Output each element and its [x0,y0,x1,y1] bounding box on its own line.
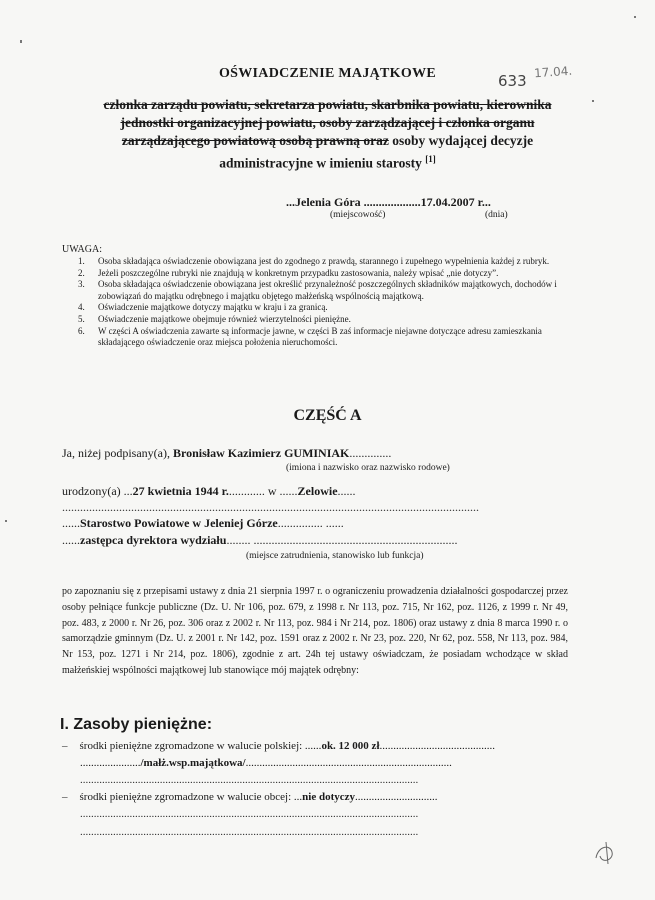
pln-funds-ownership: /małż.wsp.majątkowa/ [140,757,246,769]
subtitle-line-2: jednostki organizacyjnej powiatu, osoby zarządzającej i członka organu [120,115,535,130]
subtitle-line-4-text: administracyjne w imieniu starosty [219,155,422,171]
dotted-line: ........................................................................................................................... [80,808,419,820]
employer-label: (miejsce zatrudnienia, stanowisko lub funkcja) [246,551,424,561]
birth-date: 27 kwietnia 1944 r. [132,484,229,498]
notes-heading: UWAGA: [62,244,102,255]
date-label: (dnia) [485,210,508,220]
scan-speck [5,520,7,522]
birth-line: urodzony(a) ...27 kwietnia 1944 r............. w ......Zelowie...... [62,484,356,498]
handwritten-date-stamp: 17.04. [533,63,573,81]
position-line: ......zastępca dyrektora wydziału........ .................................................................... [62,533,458,547]
foreign-funds-line: – środki pieniężne zgromadzone w walucie obcej: ...nie dotyczy.............................. [62,791,438,803]
section-1-heading: I. Zasoby pieniężne: [60,716,213,733]
legal-paragraph: po zapoznaniu się z przepisami ustawy z dnia 21 sierpnia 1997 r. o ograniczeniu prowadzenia działalności gospodarczej przez osoby pełniące funkcje publiczne (Dz. U. Nr 106, poz. 679, z 1998 r. Nr 113, poz. 715, Nr 162, poz. 1126, z 1999 r. Nr 49, poz. 483, z 2000 r. Nr 26, poz. 306 oraz z 2002 r. Nr 113, poz. 984 i Nr 214, poz. 1806) oraz ustawy z dnia 8 marca 1990 r. o samorządzie gminnym (Dz. U. z 2001 r. Nr 142, poz. 1591 oraz z 2002 r. Nr 23, poz. 220, Nr 62, poz. 558, Nr 113, poz. 984, Nr 153, poz. 1271 i Nr 214, poz. 1806), zgodnie z art. 24h tej ustawy oświadczam, że posiadam wchodzące w skład małżeńskiej wspólności majątkowej lub stanowiące mój majątek odrębny: [62,586,568,676]
part-a-heading: CZĘŚĆ A [293,407,362,424]
subtitle-line-4 [0,150,655,173]
declarant-name-line: Ja, niżej podpisany(a), Bronisław Kazimierz GUMINIAK.............. [62,446,392,460]
note-item: 1. Osoba składająca oświadczenie obowiązana jest do zgodnego z prawdą, starannego i zupełnego wypełnienia każdej z rubryk. [78,256,550,266]
handwritten-registry-number: 633 [498,72,527,90]
scan-speck [634,16,636,18]
dotted-line: ........................................................................................................................... [80,774,419,786]
declarant-name: Bronisław Kazimierz GUMINIAK [172,446,350,460]
note-item: 3. Osoba składająca oświadczenie obowiązana jest określić przynależność poszczególnych składników majątkowych, dochodów i zobowiązań do majątku odrębnego i majątku objętego małżeńską wspólnością majątkową. [78,279,557,301]
birth-place: Zelowie [297,484,338,498]
note-item: 2. Jeżeli poszczególne rubryki nie znajdują w konkretnym przypadku zastosowania, należy wpisać „nie dotyczy”. [78,267,499,278]
subtitle-line-3-struck: zarządzającego powiatową osobą prawną oraz [121,133,389,148]
document-title: OŚWIADCZENIE MAJĄTKOWE [218,66,437,81]
place-label: (miejscowość) [330,210,386,220]
note-item: 4. Oświadczenie majątkowe dotyczy majątku w kraju i za granicą. [78,302,328,313]
notes-list [78,256,568,349]
employer-name: Starostwo Powiatowe w Jeleniej Górze [80,516,278,530]
dotted-line: ........................................................................................................................................... [62,500,479,514]
dotted-line: ........................................................................................................................... [80,826,419,838]
subtitle-line-3-rest: osoby wydającej decyzje [392,133,534,148]
pln-funds-line-2: ....................../małż.wsp.majątkowa/........................................................................... [80,757,452,769]
subtitle-line-3 [0,132,655,150]
scribble-mark-icon [590,838,622,868]
position-name: zastępca dyrektora wydziału [80,533,227,547]
scan-speck [592,100,594,102]
subtitle-line-1: członka zarządu powiatu, sekretarza powiatu, skarbnika powiatu, kierownika [103,97,552,112]
note-item: 6. W części A oświadczenia zawarte są informacje jawne, w części B zaś informacje niejawne dotyczące adresu zamieszkania składającego oświadczenie oraz miejsca położenia nieruchomości. [78,325,542,348]
employer-line: ......Starostwo Powiatowe w Jeleniej Górze............... ...... [62,516,344,530]
pln-funds-value: ok. 12 000 zł [321,740,380,752]
scan-speck [20,40,22,43]
pln-funds-line: – środki pieniężne zgromadzone w walucie polskiej: ......ok. 12 000 zł.......................................... [62,740,495,752]
footnote-marker: [1] [425,154,436,164]
name-label: (imiona i nazwisko oraz nazwisko rodowe) [286,463,450,473]
foreign-funds-value: nie dotyczy [302,791,356,803]
place-and-date: ...Jelenia Góra ...................17.04.2007 r... [286,195,491,209]
note-item: 5. Oświadczenie majątkowe obejmuje również wierzytelności pieniężne. [78,313,351,324]
